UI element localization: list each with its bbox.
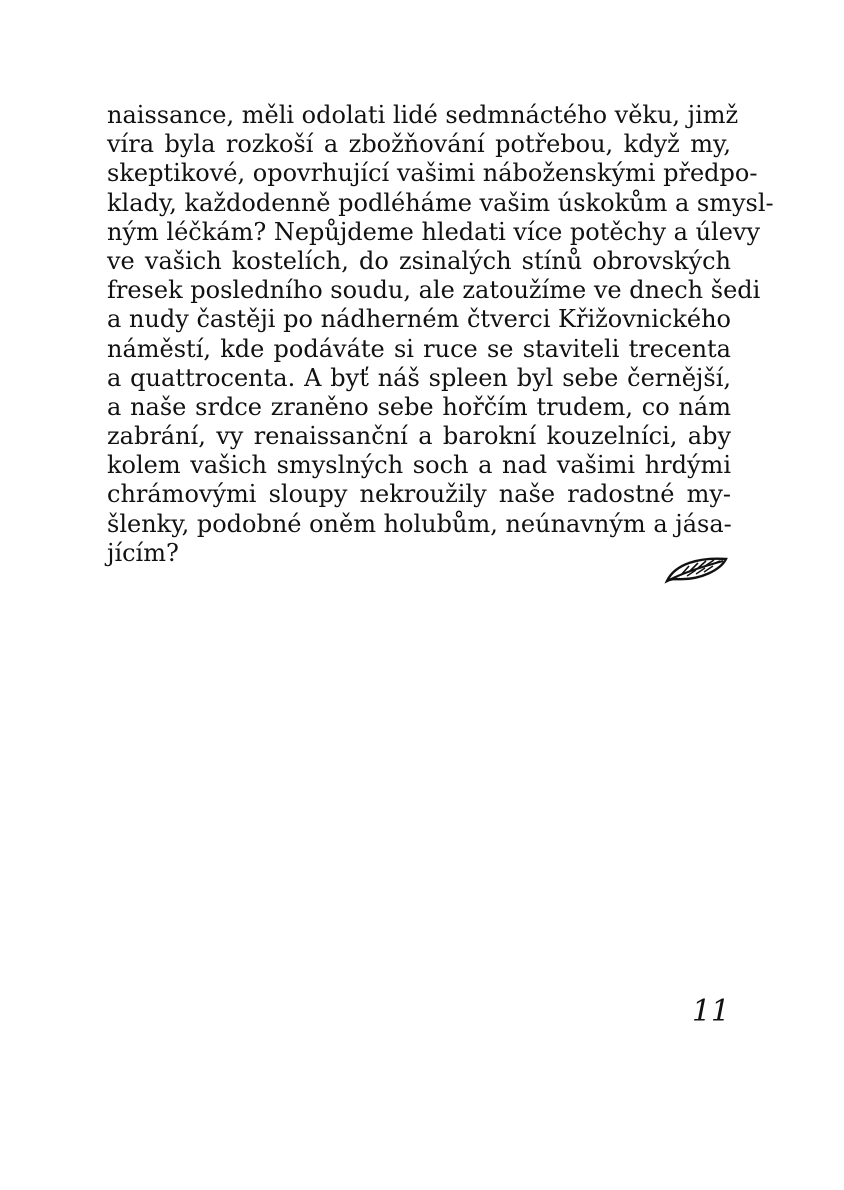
text-line: ným léčkám? Nepůjdeme hledati více potěchy a úlevy — [107, 217, 761, 246]
text-line: jícím? — [107, 538, 179, 567]
text-line: víra byla rozkoší a zbožňování potřebou, když my, — [107, 130, 731, 159]
text-line: skeptikové, opovrhující vašimi náboženskými předpo- — [107, 159, 758, 188]
text-line: a quattrocenta. A byť náš spleen byl sebe černější, — [107, 363, 731, 392]
text-line: a naše srdce zraněno sebe hořčím trudem, co nám — [107, 392, 731, 421]
page-number: 11 — [691, 994, 730, 1029]
text-line: a nudy častěji po nádherném čtverci Křižovnického — [107, 305, 731, 334]
text-line: chrámovými sloupy nekroužily naše radostné my- — [107, 480, 731, 509]
text-line: šlenky, podobné oněm holubům, neúnavným a jása- — [107, 509, 732, 538]
text-line: fresek posledního soudu, ale zatoužíme ve dnech šedi — [107, 276, 761, 305]
leaf-ornament-icon — [663, 556, 731, 584]
text-line: kolem vašich smyslných soch a nad vašimi hrdými — [107, 451, 731, 480]
text-line: ve vašich kostelích, do zsinalých stínů obrovských — [107, 246, 731, 275]
body-text — [107, 101, 774, 568]
text-line: naissance, měli odolati lidé sedmnáctého věku, jimž — [107, 101, 739, 129]
text-line: náměstí, kde podáváte si ruce se staviteli trecenta — [107, 334, 731, 363]
text-line: klady, každodenně podléháme vašim úskokům a smysl- — [107, 188, 774, 217]
text-line: zabrání, vy renaissanční a barokní kouzelníci, aby — [107, 422, 731, 451]
